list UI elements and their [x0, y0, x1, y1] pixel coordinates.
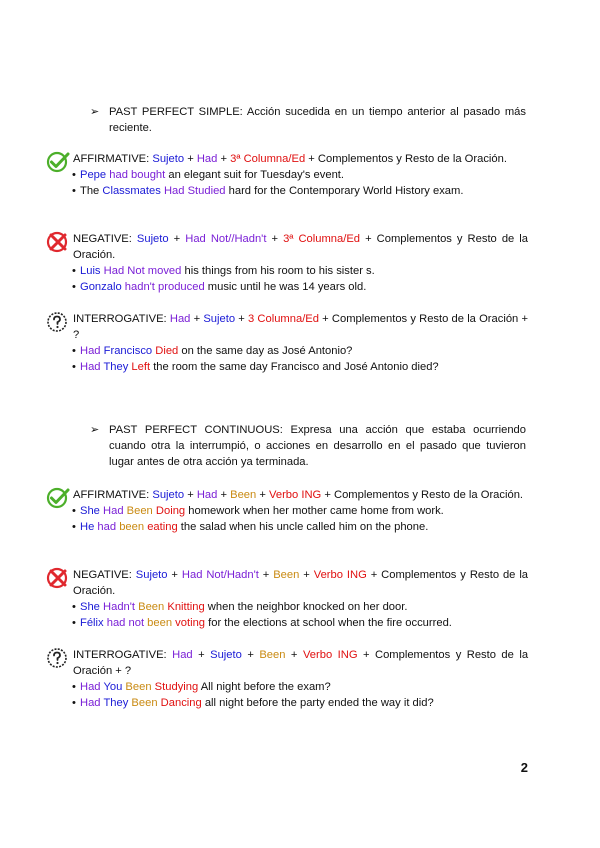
text-span: Had: [80, 345, 104, 357]
text-span: + Complementos y Resto de la Oración + ?: [73, 313, 529, 341]
section-heading-text: PAST PERFECT SIMPLE: Acción sucedida en un tiempo anterior al pasado más reciente.: [109, 106, 526, 134]
text-span: Sujeto: [152, 153, 185, 165]
text-span: Had: [99, 505, 127, 517]
text-span: Francisco: [103, 345, 153, 357]
text-span: +: [217, 153, 231, 165]
text-span: Been: [259, 649, 286, 661]
interrogative-structure: [46, 647, 528, 679]
text-span: his things from his room to his sister s.: [181, 265, 375, 277]
arrow-bullet-icon: ➢: [90, 106, 100, 118]
interrogative-block: [46, 311, 528, 375]
section-heading: [90, 422, 526, 470]
text-span: Pepe: [80, 169, 107, 181]
text-span: +: [184, 153, 197, 165]
bullet: •: [72, 521, 76, 533]
affirmative-block: [46, 487, 528, 535]
text-span: the salad when his uncle called him on the phone.: [177, 521, 429, 533]
negative-block: [46, 231, 528, 295]
text-span: Dancing: [157, 697, 202, 709]
affirmative-structure: [46, 151, 528, 167]
text-span: Sujeto: [136, 233, 169, 245]
bullet: •: [72, 345, 76, 357]
text-span: NEGATIVE:: [73, 233, 137, 245]
text-span: She: [80, 505, 100, 517]
text-span: Knitting: [164, 601, 205, 613]
text-span: Had Not/Hadn't: [181, 569, 259, 581]
check-circle-icon: [46, 151, 71, 173]
text-span: Verbo ING: [269, 489, 322, 501]
text-span: Had: [196, 153, 218, 165]
text-span: Sujeto: [152, 489, 185, 501]
text-span: + Complementos y Resto de la Oración + ?: [73, 649, 529, 677]
text-span: on the same day as José Antonio?: [178, 345, 353, 357]
text-span: You: [103, 681, 123, 693]
page-number: 2: [520, 760, 528, 775]
cross-circle-icon: [46, 231, 71, 253]
text-span: +: [192, 649, 211, 661]
text-span: Been: [126, 505, 153, 517]
text-span: 3 Columna/Ed: [248, 313, 319, 325]
text-span: Been: [273, 569, 300, 581]
text-span: Studying: [151, 681, 199, 693]
example-sentence: [46, 183, 528, 199]
text-span: Félix: [80, 617, 104, 629]
text-span: been: [119, 521, 145, 533]
text-span: +: [167, 569, 182, 581]
text-span: +: [256, 489, 270, 501]
text-span: AFFIRMATIVE:: [73, 489, 153, 501]
text-span: + Complementos y Resto de la Oración.: [73, 233, 529, 261]
text-span: homework when her mother came home from work.: [185, 505, 444, 517]
interrogative-structure: [46, 311, 528, 343]
text-span: Had: [196, 489, 218, 501]
text-span: Been: [122, 681, 152, 693]
bullet: •: [72, 617, 76, 629]
cross-circle-icon: [46, 567, 71, 589]
text-span: + Complementos y Resto de la Oración.: [305, 153, 507, 165]
text-span: Had: [169, 313, 191, 325]
question-circle-icon: [46, 647, 71, 669]
text-span: Sujeto: [210, 649, 242, 661]
example-sentence: [46, 599, 528, 615]
bullet: •: [72, 697, 76, 709]
negative-block: [46, 567, 528, 631]
text-span: the room the same day Francisco and José Antonio died?: [150, 361, 439, 373]
text-span: AFFIRMATIVE:: [73, 153, 153, 165]
text-span: Classmates: [102, 185, 161, 197]
bullet: •: [72, 505, 76, 517]
affirmative-structure: [46, 487, 528, 503]
text-span: had bought: [109, 169, 166, 181]
section-heading-text: PAST PERFECT CONTINUOUS: Expresa una acción que estaba ocurriendo cuando otra la interrumpió, o acciones en desarrollo en el pasado que tuvieron lugar antes de otra acción ya terminada.: [109, 424, 526, 468]
text-span: +: [285, 649, 303, 661]
text-span: Sujeto: [135, 569, 168, 581]
question-circle-icon: [46, 311, 71, 333]
example-sentence: [46, 167, 528, 183]
bullet: •: [72, 185, 76, 197]
text-span: +: [258, 569, 274, 581]
text-span: been: [147, 617, 173, 629]
negative-structure: [46, 567, 528, 599]
text-span: Doing: [152, 505, 186, 517]
text-span: Verbo ING: [302, 649, 358, 661]
bullet: •: [72, 281, 76, 293]
example-sentence: [46, 519, 528, 535]
text-span: They: [103, 361, 129, 373]
bullet: •: [72, 265, 76, 277]
text-span: an elegant suit for Tuesday's event.: [165, 169, 345, 181]
text-span: 3ª Columna/Ed: [230, 153, 306, 165]
text-span: Gonzalo: [80, 281, 122, 293]
example-sentence: [46, 679, 528, 695]
text-span: Been: [128, 697, 158, 709]
example-sentence: [46, 359, 528, 375]
text-span: The: [80, 185, 103, 197]
text-span: Had: [80, 681, 104, 693]
bullet: •: [72, 681, 76, 693]
text-span: +: [235, 313, 248, 325]
text-span: Sujeto: [203, 313, 236, 325]
text-span: Hadn't: [99, 601, 139, 613]
affirmative-block: [46, 151, 528, 199]
text-span: Had Not moved: [100, 265, 182, 277]
text-span: NEGATIVE:: [73, 569, 136, 581]
text-span: Had Not//Hadn't: [185, 233, 267, 245]
example-sentence: [46, 279, 528, 295]
text-span: +: [266, 233, 284, 245]
text-span: Died: [152, 345, 179, 357]
text-span: Had: [80, 361, 104, 373]
text-span: had: [94, 521, 120, 533]
example-sentence: [46, 695, 528, 711]
arrow-bullet-icon: ➢: [90, 424, 100, 436]
interrogative-block: [46, 647, 528, 711]
text-span: voting: [172, 617, 206, 629]
text-span: +: [217, 489, 231, 501]
text-span: Verbo ING: [313, 569, 367, 581]
bullet: •: [72, 601, 76, 613]
text-span: Been: [138, 601, 165, 613]
example-sentence: [46, 263, 528, 279]
text-span: They: [103, 697, 129, 709]
text-span: All night before the exam?: [198, 681, 331, 693]
bullet: •: [72, 361, 76, 373]
text-span: Had: [80, 697, 104, 709]
text-span: Been: [230, 489, 257, 501]
text-span: +: [184, 489, 197, 501]
text-span: +: [299, 569, 314, 581]
text-span: Had Studied: [160, 185, 226, 197]
bullet: •: [72, 169, 76, 181]
text-span: for the elections at school when the fire occurred.: [205, 617, 452, 629]
text-span: music until he was 14 years old.: [204, 281, 367, 293]
text-span: had not: [103, 617, 148, 629]
example-sentence: [46, 615, 528, 631]
section-heading: [90, 104, 526, 136]
text-span: +: [190, 313, 204, 325]
text-span: Had: [172, 649, 193, 661]
text-span: INTERROGATIVE:: [73, 313, 170, 325]
text-span: when the neighbor knocked on her door.: [204, 601, 408, 613]
text-span: She: [80, 601, 100, 613]
text-span: all night before the party ended the way it did?: [201, 697, 434, 709]
text-span: +: [168, 233, 186, 245]
text-span: + Complementos y Resto de la Oración.: [73, 569, 529, 597]
example-sentence: [46, 503, 528, 519]
text-span: He: [80, 521, 95, 533]
text-span: 3ª Columna/Ed: [283, 233, 361, 245]
example-sentence: [46, 343, 528, 359]
text-span: + Complementos y Resto de la Oración.: [321, 489, 524, 501]
text-span: hard for the Contemporary World History exam.: [225, 185, 464, 197]
text-span: eating: [144, 521, 178, 533]
text-span: Luis: [80, 265, 101, 277]
negative-structure: [46, 231, 528, 263]
text-span: hadn't produced: [121, 281, 205, 293]
text-span: Left: [128, 361, 151, 373]
check-circle-icon: [46, 487, 71, 509]
text-span: +: [241, 649, 260, 661]
text-span: INTERROGATIVE:: [73, 649, 173, 661]
